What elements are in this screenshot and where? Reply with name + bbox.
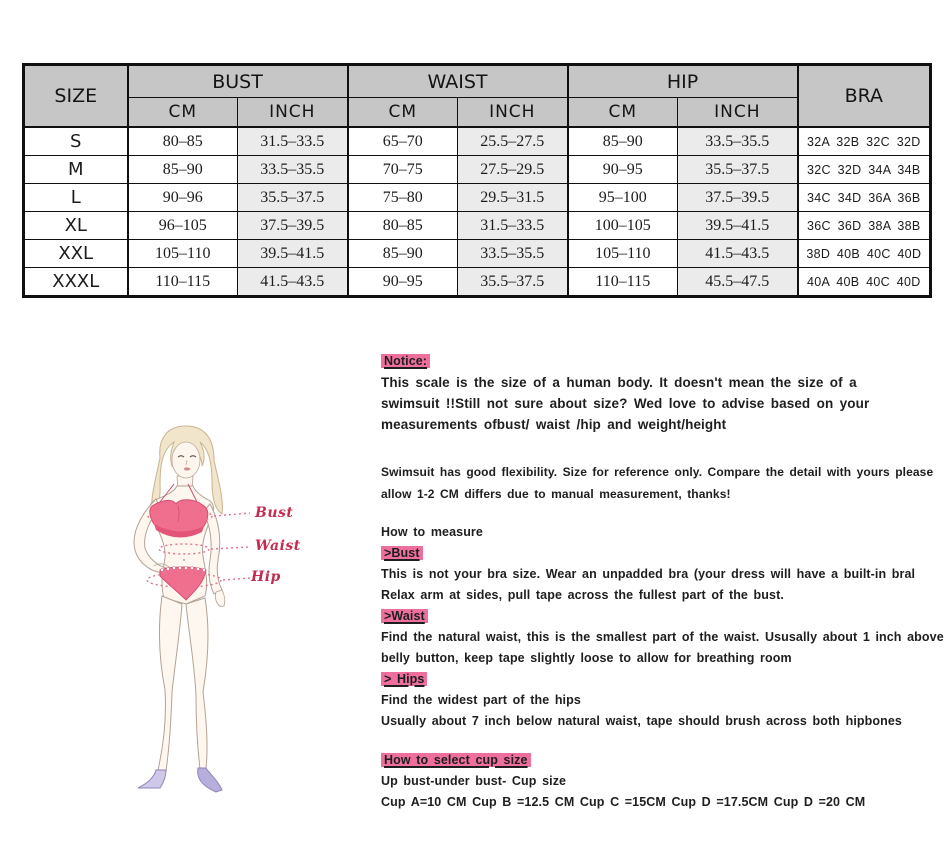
waist-instruction-line: belly button, keep tape slightly loose to allow for breathing room [381, 651, 792, 665]
hip-inch-cell: 35.5–37.5 [678, 156, 798, 184]
bust-cm-cell: 90–96 [128, 184, 238, 212]
size-guide-text [381, 351, 944, 813]
hips-instruction-line: Find the widest part of the hips [381, 693, 581, 707]
legs [138, 596, 222, 792]
bust-instruction-line: This is not your bra size. Wear an unpadded bra (your dress will have a built-in bral [381, 567, 916, 581]
hip-cm-cell: 105–110 [568, 240, 678, 268]
flexibility-line: Swimsuit has good flexibility. Size for reference only. Compare the detail with yours please [381, 465, 934, 479]
subheader-hip-cm: CM [568, 98, 678, 128]
table-row-s [24, 127, 931, 156]
col-header-bra: BRA [798, 65, 931, 128]
waist-instruction-line: Find the natural waist, this is the smallest part of the waist. Ususally about 1 inch above [381, 630, 944, 644]
col-header-size: SIZE [24, 65, 128, 128]
bra-cell: 34C 34D 36A 36B [798, 184, 931, 212]
subheader-bust-cm: CM [128, 98, 238, 128]
subheader-waist-inch: INCH [458, 98, 568, 128]
waist-cm-cell: 80–85 [348, 212, 458, 240]
hips-section-heading: > Hips [381, 672, 427, 686]
bust-inch-cell: 41.5–43.5 [238, 268, 348, 297]
waist-inch-cell: 27.5–29.5 [458, 156, 568, 184]
flexibility-line: allow 1-2 CM differs due to manual measurement, thanks! [381, 487, 731, 501]
waist-section-heading: >Waist [381, 609, 428, 623]
waist-inch-cell: 25.5–27.5 [458, 127, 568, 156]
size-cell: M [24, 156, 128, 184]
table-row-m [24, 156, 931, 184]
bust-cm-cell: 110–115 [128, 268, 238, 297]
size-cell: XL [24, 212, 128, 240]
bra-cell: 40A 40B 40C 40D [798, 268, 931, 297]
hip-cm-cell: 110–115 [568, 268, 678, 297]
table-row-xxl [24, 240, 931, 268]
bust-cm-cell: 85–90 [128, 156, 238, 184]
notice-heading: Notice: [381, 354, 430, 368]
hip-inch-cell: 37.5–39.5 [678, 184, 798, 212]
cup-size-line: Up bust-under bust- Cup size [381, 774, 567, 788]
subheader-hip-inch: INCH [678, 98, 798, 128]
subheader-bust-inch: INCH [238, 98, 348, 128]
right-shoe [198, 768, 222, 792]
hip-inch-cell: 41.5–43.5 [678, 240, 798, 268]
waist-cm-cell: 85–90 [348, 240, 458, 268]
bust-inch-cell: 37.5–39.5 [238, 212, 348, 240]
bust-cm-cell: 80–85 [128, 127, 238, 156]
notice-line: measurements ofbust/ waist /hip and weight/height [381, 417, 727, 432]
bust-instruction-line: Relax arm at sides, pull tape across the fullest part of the bust. [381, 588, 784, 602]
waist-inch-cell: 33.5–35.5 [458, 240, 568, 268]
waist-inch-cell: 35.5–37.5 [458, 268, 568, 297]
hip-cm-cell: 95–100 [568, 184, 678, 212]
face [172, 442, 200, 478]
size-cell: S [24, 127, 128, 156]
hip-label: Hip [251, 569, 281, 585]
waist-cm-cell: 70–75 [348, 156, 458, 184]
cup-size-heading: How to select cup size [381, 753, 531, 767]
bra-cell: 36C 36D 38A 38B [798, 212, 931, 240]
size-cell: XXL [24, 240, 128, 268]
waist-inch-cell: 31.5–33.5 [458, 212, 568, 240]
waist-inch-cell: 29.5–31.5 [458, 184, 568, 212]
col-header-bust: BUST [128, 65, 348, 98]
hip-inch-cell: 39.5–41.5 [678, 212, 798, 240]
hip-cm-cell: 85–90 [568, 127, 678, 156]
size-cell: L [24, 184, 128, 212]
waist-cm-cell: 90–95 [348, 268, 458, 297]
waist-label: Waist [255, 538, 301, 554]
col-header-waist: WAIST [348, 65, 568, 98]
hip-inch-cell: 33.5–35.5 [678, 127, 798, 156]
bust-inch-cell: 35.5–37.5 [238, 184, 348, 212]
table-row-xl [24, 212, 931, 240]
bust-inch-cell: 33.5–35.5 [238, 156, 348, 184]
bust-section-heading: >Bust [381, 546, 423, 560]
bust-label: Bust [255, 505, 294, 521]
bust-inch-cell: 31.5–33.5 [238, 127, 348, 156]
waist-cm-cell: 75–80 [348, 184, 458, 212]
bra-cell: 38D 40B 40C 40D [798, 240, 931, 268]
waist-cm-cell: 65–70 [348, 127, 458, 156]
bust-cm-cell: 96–105 [128, 212, 238, 240]
size-chart-table [22, 63, 932, 298]
notice-line: This scale is the size of a human body. It doesn't mean the size of a [381, 375, 857, 390]
bra-cell: 32C 32D 34A 34B [798, 156, 931, 184]
notice-line: swimsuit !!Still not sure about size? Wed love to advise based on your [381, 396, 870, 411]
col-header-hip: HIP [568, 65, 798, 98]
woman-figure-illustration [100, 420, 315, 815]
subheader-waist-cm: CM [348, 98, 458, 128]
cup-size-line: Cup A=10 CM Cup B =12.5 CM Cup C =15CM Cup D =17.5CM Cup D =20 CM [381, 795, 866, 809]
hip-cm-cell: 100–105 [568, 212, 678, 240]
size-cell: XXXL [24, 268, 128, 297]
how-to-measure-heading: How to measure [381, 525, 483, 539]
bust-inch-cell: 39.5–41.5 [238, 240, 348, 268]
measurement-figure [100, 420, 315, 815]
hip-cm-cell: 90–95 [568, 156, 678, 184]
hip-inch-cell: 45.5–47.5 [678, 268, 798, 297]
table-row-xxxl [24, 268, 931, 297]
bust-cm-cell: 105–110 [128, 240, 238, 268]
table-row-l [24, 184, 931, 212]
left-shoe [138, 770, 166, 788]
bra-cell: 32A 32B 32C 32D [798, 127, 931, 156]
hips-instruction-line: Usually about 7 inch below natural waist, tape should brush across both hipbones [381, 714, 902, 728]
